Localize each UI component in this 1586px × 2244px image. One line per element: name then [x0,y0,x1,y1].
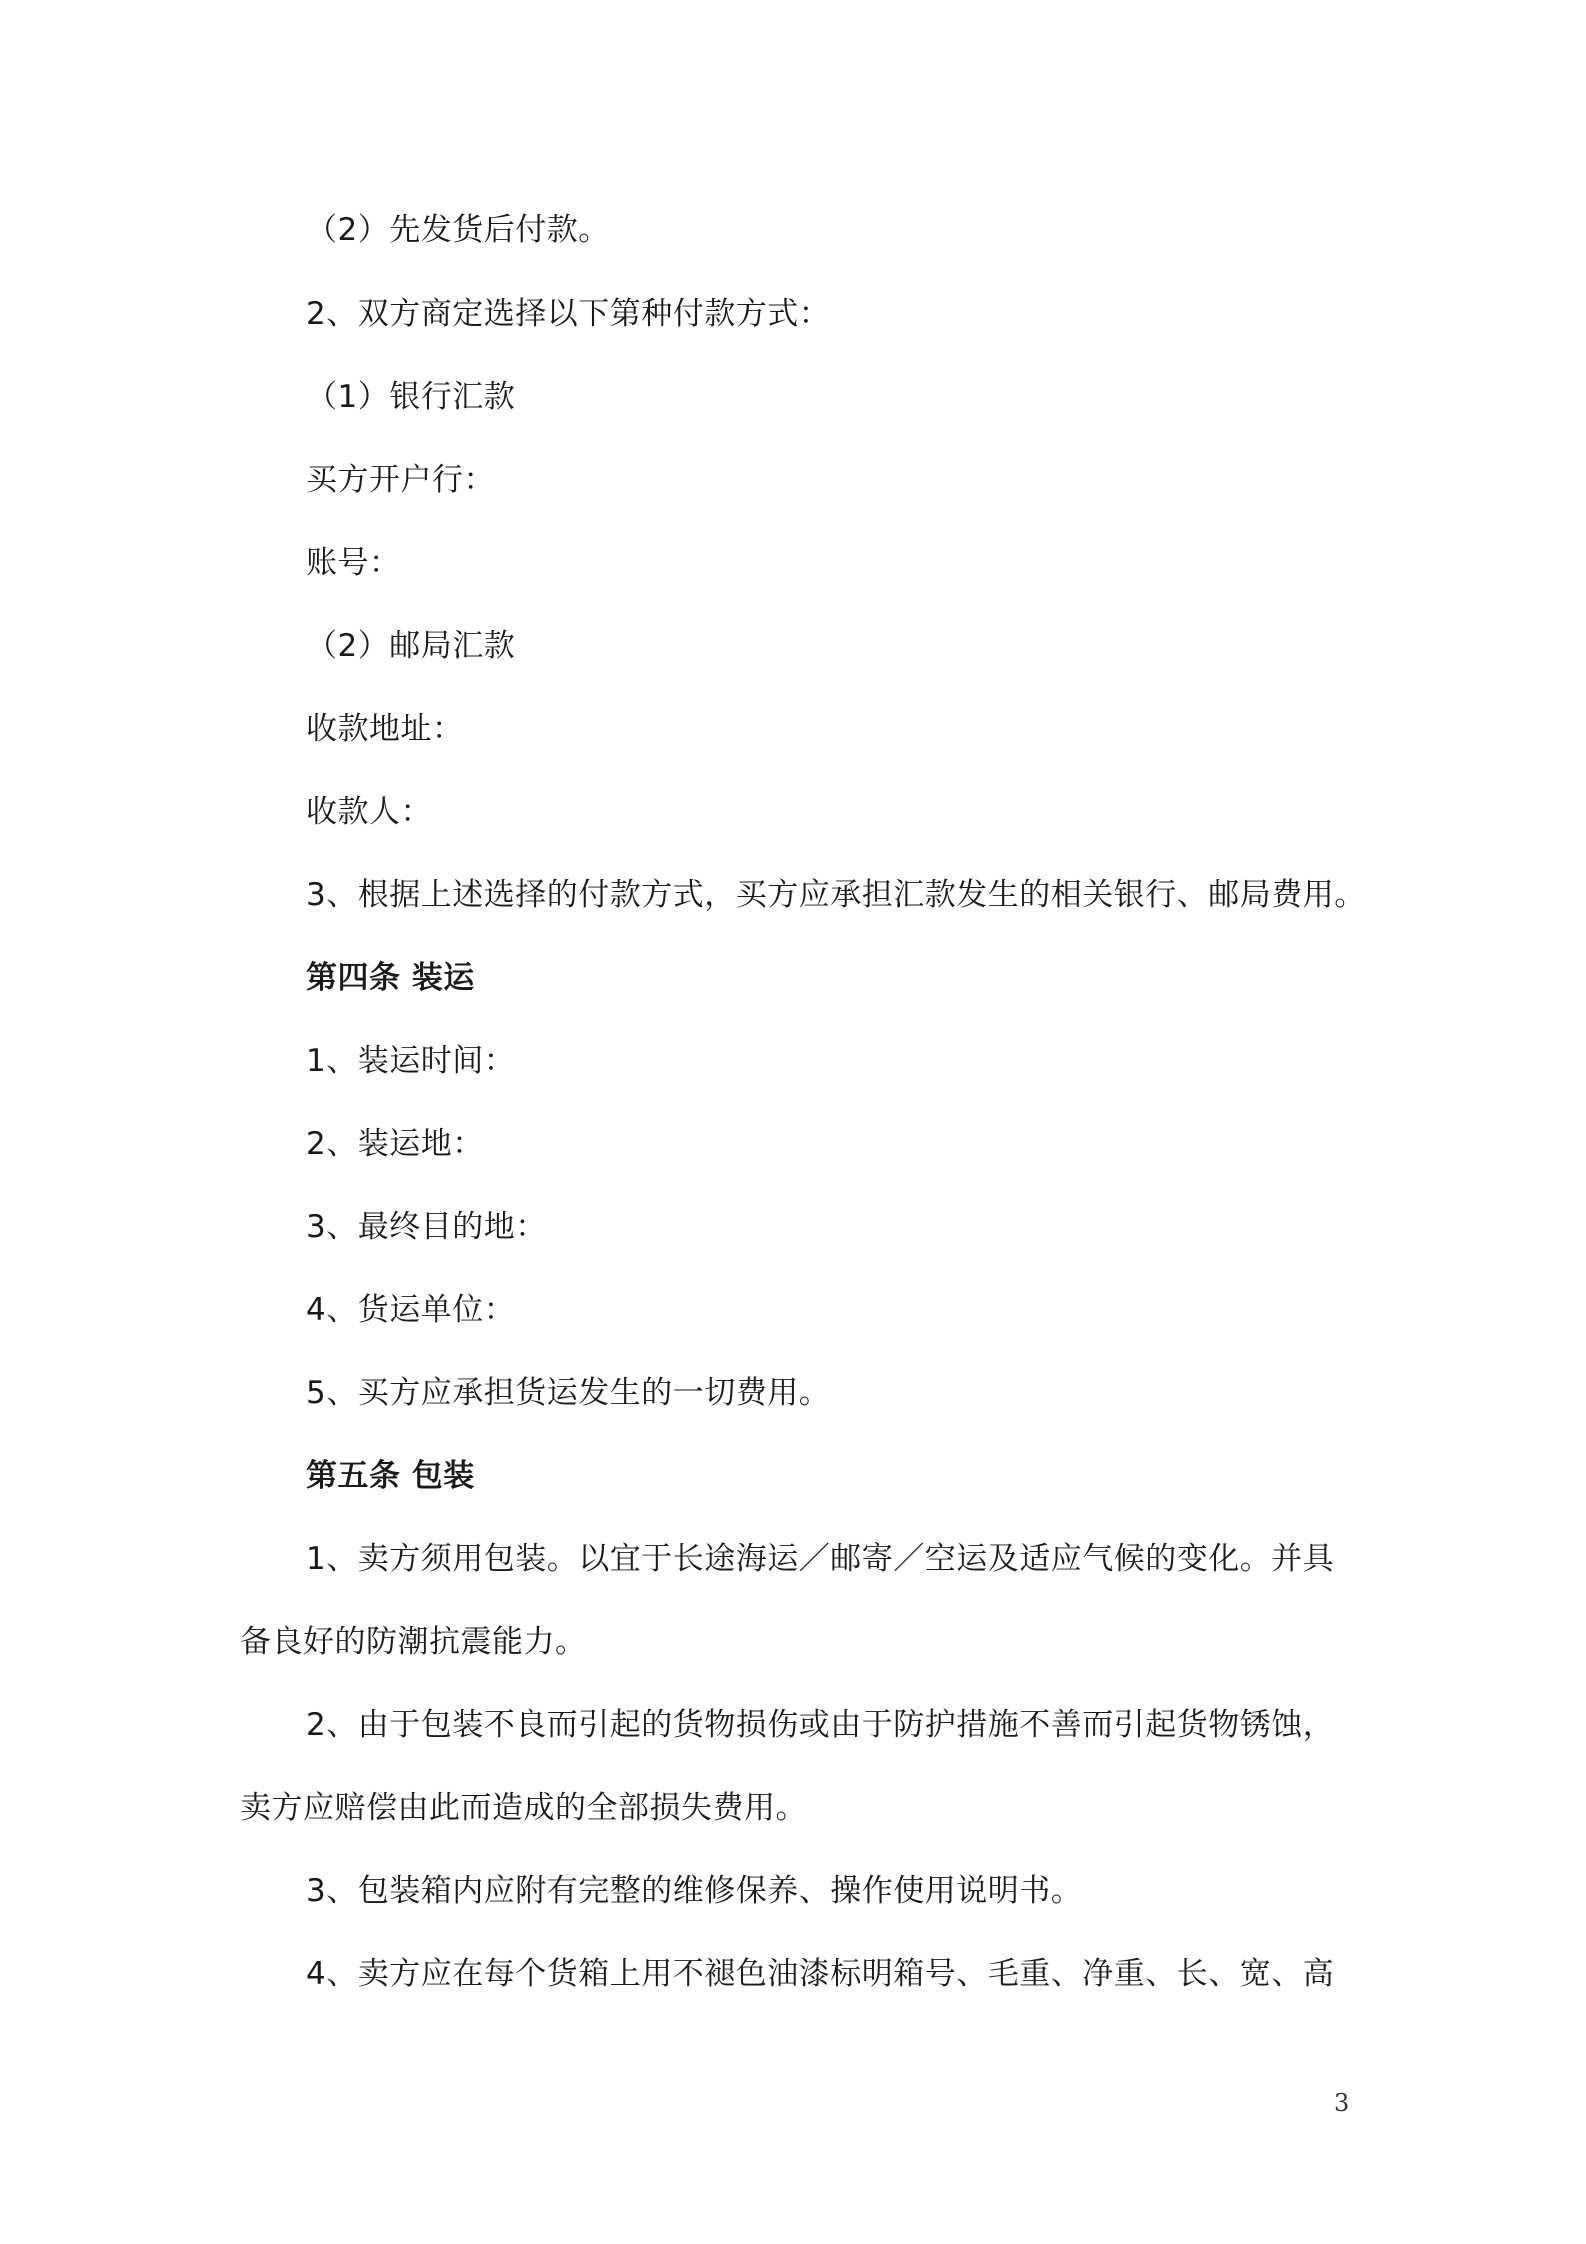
packaging-clause-2-line-2: 卖方应赔偿由此而造成的全部损失费用。 [240,1790,807,1826]
payment-option-2-line: （2）先发货后付款。 [306,212,610,248]
account-number-field: 账号： [306,545,401,581]
remittance-fee-clause: 3、根据上述选择的付款方式，买方应承担汇款发生的相关银行、邮局费用。 [306,877,1366,913]
page-number: 3 [1334,2089,1350,2117]
payment-method-clause: 2、双方商定选择以下第种付款方式： [306,296,831,332]
article-4-heading: 第四条 装运 [306,960,475,996]
packaging-clause-1-line-1: 1、卖方须用包装。以宜于长途海运／邮寄／空运及适应气候的变化。并具 [306,1541,1335,1577]
packaging-clause-4-line-1: 4、卖方应在每个货箱上用不褪色油漆标明箱号、毛重、净重、长、宽、高 [306,1956,1335,1992]
packaging-clause-3: 3、包装箱内应附有完整的维修保养、操作使用说明书。 [306,1873,1083,1909]
payee-field: 收款人： [306,794,432,830]
shipping-cost-clause: 5、买方应承担货运发生的一切费用。 [306,1375,831,1411]
buyer-bank-field: 买方开户行： [306,462,495,498]
bank-transfer-option: （1）银行汇款 [306,379,516,415]
shipping-place-field: 2、装运地： [306,1126,484,1162]
packaging-clause-2-line-1: 2、由于包装不良而引起的货物损伤或由于防护措施不善而引起货物锈蚀， [306,1707,1335,1743]
packaging-clause-1-line-2: 备良好的防潮抗震能力。 [240,1624,587,1660]
final-destination-field: 3、最终目的地： [306,1209,547,1245]
postal-transfer-option: （2）邮局汇款 [306,628,516,664]
article-5-heading: 第五条 包装 [306,1458,475,1494]
payee-address-field: 收款地址： [306,711,464,747]
shipping-time-field: 1、装运时间： [306,1043,516,1079]
carrier-field: 4、货运单位： [306,1292,516,1328]
